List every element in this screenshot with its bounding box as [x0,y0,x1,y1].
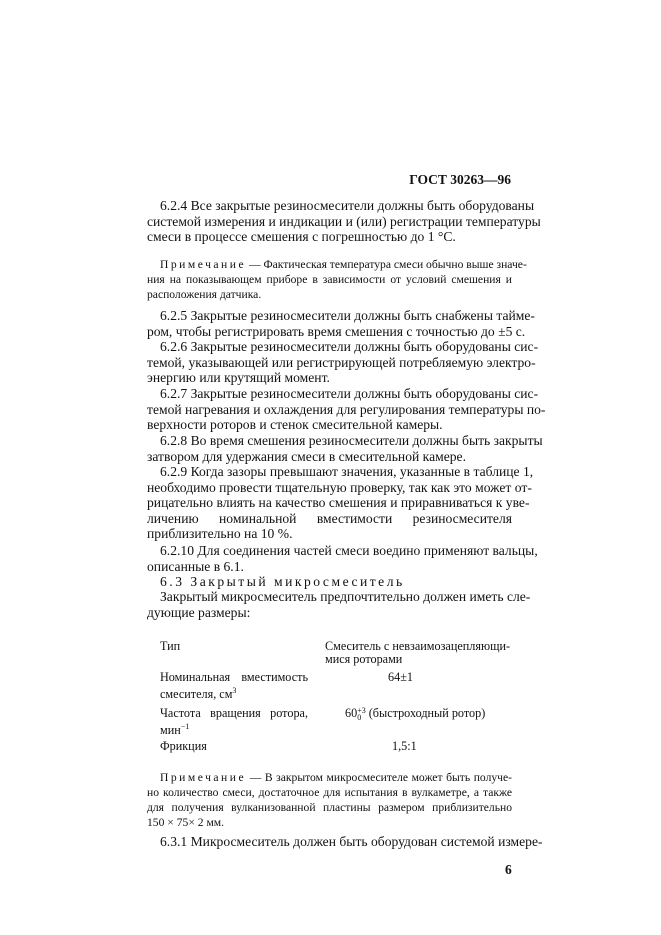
text-line [147,815,512,830]
line-text: 6.2.4 Все закрытые резиносмесители должны быть оборудованы [160,198,535,213]
type-value-line: Смеситель с невзаимозацепляющи- [325,639,511,653]
text-line [147,401,546,418]
text-line [147,433,543,449]
document-code: ГОСТ 30263—96 [409,172,511,187]
paragraph-s-6-3 [147,574,512,590]
speed-label-line: мин [160,723,181,738]
text-line [147,495,530,511]
text-line [147,543,538,559]
text-line [147,589,531,605]
line-text: смеси в процессе смешения с погрешностью до 1 °С. [147,229,456,245]
text-line [147,213,541,230]
line-text: 6.2.7 Закрытые резиносмесители должны быть оборудованы сис- [160,386,539,401]
text-line [147,464,534,480]
line-text: для получения вулканизованной пластины размером приблизительно [147,801,512,814]
text-line [147,308,535,324]
speed-value-note: (быстроходный ротор) [365,706,486,720]
line-text: Закрытый микросмеситель предпочтительно должен иметь сле- [160,589,531,604]
text-line [147,339,539,355]
line-text: затвором для удержания смеси в смесительной камере. [147,448,466,464]
paragraph-p-6-3-1 [147,834,543,850]
text-line [147,417,512,433]
paragraph-p-6-2-4 [147,198,541,245]
line-text: расположения датчика. [147,288,262,301]
capacity-label-line: смесителя, см [160,687,233,702]
paragraph-p-6-2-6 [147,339,539,386]
text-line [147,770,512,785]
line-text: — В закрытом микросмесителе может быть получе- [246,771,512,784]
text-line [147,449,512,465]
text-line [147,257,527,272]
line-text: ния на показывающем приборе в зависимости от условий смешения и [147,273,512,286]
line-text: 6.2.9 Когда зазоры превышают значения, указанные в таблице 1, [160,464,534,479]
line-text: темой нагревания и охлаждения для регулирования температуры по- [147,401,546,417]
text-line [147,574,512,590]
text-line [147,272,512,287]
line-text: энергию или крутящий момент. [147,370,330,386]
line-text: необходимо провести тщательную проверку, так как это может от- [147,479,532,495]
capacity-value: 64±1 [388,670,413,684]
line-text: 6.2.10 Для соединения частей смеси воедино применяют вальцы, [160,543,538,558]
text-line [147,287,512,302]
text-line [147,479,532,496]
speed-unit-sup: −1 [180,722,190,731]
text-line [147,526,512,542]
line-text: личению номинальной вместимости резиносмесителя [147,510,512,526]
spaced-heading: Примечание [160,771,247,784]
line-text: темой, указывающей или регистрирующей потребляемую электро- [147,354,536,370]
text-line [147,785,512,800]
line-text: 150 × 75× 2 мм. [147,816,225,829]
friction-value: 1,5:1 [392,739,417,753]
line-text: описанные в 6.1. [147,558,244,574]
paragraph-p-6-2-7 [147,386,546,433]
text-line [147,386,539,402]
text-line [147,370,512,386]
paragraph-note-2 [147,770,512,830]
page-number: 6 [505,862,512,877]
line-text: 6.3.1 Микросмеситель должен быть оборудован системой измере- [160,834,543,849]
text-line [147,198,535,214]
speed-value [345,707,485,721]
speed-value-base: 60 [345,706,358,720]
paragraph-p-6-3-intro [147,589,531,620]
capacity-label-line: Номинальная вместимость [160,670,308,684]
paragraph-p-6-2-8 [147,433,543,464]
capacity-label [160,671,308,701]
text-line [147,511,512,527]
text-line [147,323,526,340]
line-text: 6.2.8 Во время смешения резиносмесители должны быть закрыты [160,433,543,448]
line-text: дующие размеры: [147,604,251,620]
text-line [147,605,512,621]
capacity-unit-sup: 3 [232,686,237,695]
paragraph-p-6-2-10 [147,543,538,574]
speed-label [160,707,308,737]
type-value-line: мися роторами [325,652,403,666]
line-text: — Фактическая температура смеси обычно выше значе- [246,258,527,271]
text-line [147,354,536,371]
paragraph-p-6-2-9 [147,464,534,542]
line-text: 6.2.6 Закрытые резиносмесители должны быть оборудованы сис- [160,339,539,354]
line-text: но количество смеси, достаточное для испытания в вулкаметре, а также [147,786,512,799]
text-line [147,800,512,815]
line-text: приблизительно на 10 %. [147,526,293,542]
paragraph-p-6-2-5 [147,308,535,339]
text-line [147,229,512,245]
friction-label: Фрикция [160,739,207,753]
paragraph-note-1 [147,257,527,302]
text-line [147,559,512,575]
line-text: ром, чтобы регистрировать время смешения с точностью до ±5 с. [147,323,526,339]
type-label: Тип [160,639,181,653]
line-text: верхности роторов и стенок смесительной камеры. [147,417,443,433]
speed-tolerance-upper: +3 [357,706,366,716]
line-text: 6.2.5 Закрытые резиносмесители должны быть снабжены тайме- [160,308,535,323]
line-text: рицательно влиять на качество смешения и приравниваться к уве- [147,495,530,511]
spaced-heading: 6.3 Закрытый микросмеситель [160,574,405,589]
text-line [147,834,543,850]
type-value [325,640,510,666]
speed-tolerance-lower: 0 [357,713,362,723]
speed-label-line: Частота вращения ротора, [160,706,308,720]
spaced-heading: Примечание [160,258,247,271]
line-text: системой измерения и индикации и (или) регистрации температуры [147,213,541,229]
